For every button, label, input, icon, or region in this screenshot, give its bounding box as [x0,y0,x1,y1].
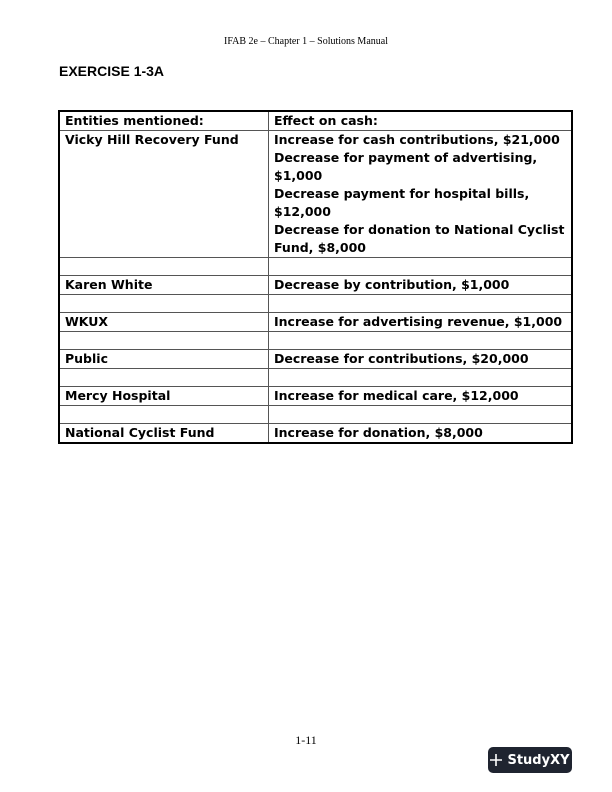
table-header-row [59,111,572,131]
table-row [59,313,572,332]
effect-line: Decrease payment for hospital bills, $12,000 [274,186,530,219]
spacer-row [59,406,572,424]
spacer-row [59,369,572,387]
entity-cell: WKUX [59,313,269,332]
running-header: IFAB 2e – Chapter 1 – Solutions Manual [224,36,388,47]
effect-line: Decrease for payment of advertising, $1,000 [274,150,538,183]
entity-cell: Mercy Hospital [59,387,269,406]
effect-cell: Decrease by contribution, $1,000 [269,276,573,295]
effect-line: Decrease for donation to National Cyclist [274,222,565,237]
table-row [59,387,572,406]
entity-cell: Karen White [59,276,269,295]
exercise-title: EXERCISE 1-3A [59,63,165,79]
header-effect: Effect on cash: [269,111,573,131]
table-row [59,276,572,295]
table-row [59,131,572,258]
spacer-row [59,332,572,350]
entity-cell: Vicky Hill Recovery Fund [59,131,269,258]
brand-name: StudyXY [507,752,570,768]
entity-cell: Public [59,350,269,369]
header-entities: Entities mentioned: [59,111,269,131]
entity-cell: National Cyclist Fund [59,424,269,444]
effect-cell: Decrease for contributions, $20,000 [269,350,573,369]
effect-cell: Increase for donation, $8,000 [269,424,573,444]
table-row [59,424,572,444]
spacer-row [59,295,572,313]
effect-cell [269,131,573,258]
effect-line: Fund, $8,000 [274,240,366,255]
page-number: 1-11 [295,733,317,747]
effect-line: Increase for cash contributions, $21,000 [274,132,560,147]
effect-cell: Increase for medical care, $12,000 [269,387,573,406]
spacer-row [59,258,572,276]
exercise-table [58,110,573,444]
table-row [59,350,572,369]
plus-icon [490,754,502,766]
effect-cell: Increase for advertising revenue, $1,000 [269,313,573,332]
studyxy-badge[interactable] [488,747,572,773]
